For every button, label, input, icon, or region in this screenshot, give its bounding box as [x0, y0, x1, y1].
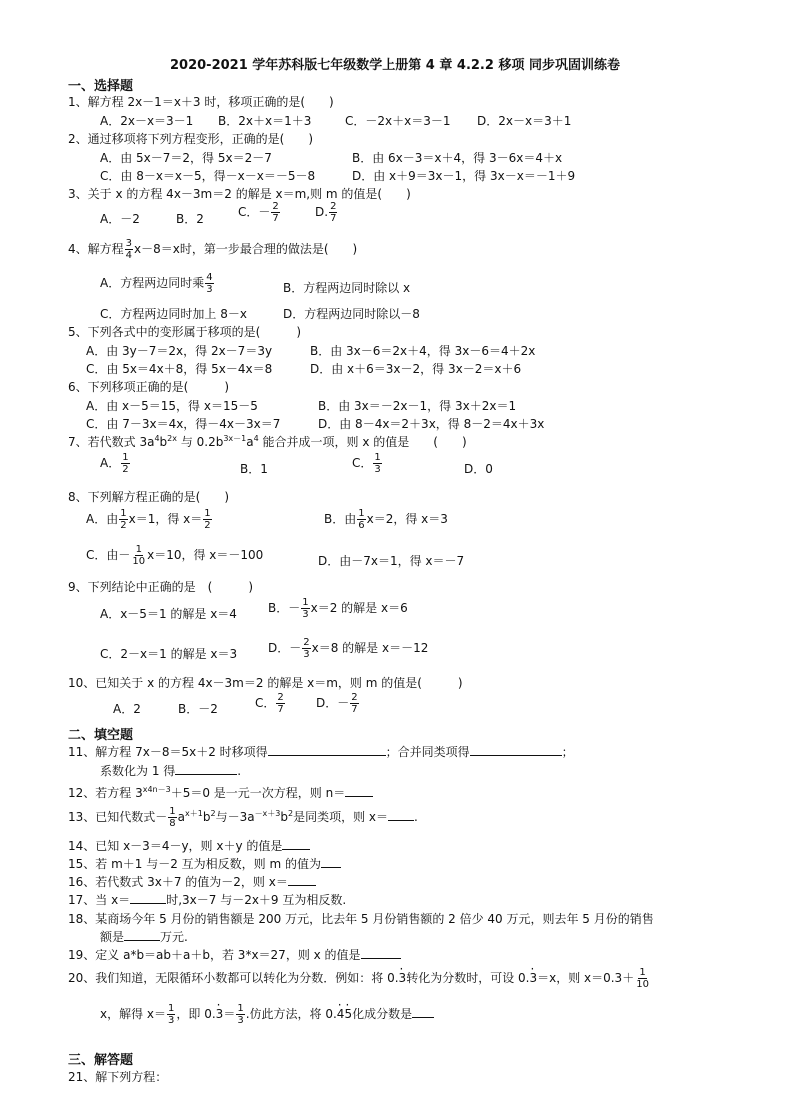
q9-option-d: D．－ $\frac{2}{3}$ x＝8 的解是 x＝－12	[268, 637, 429, 660]
question-14: 14、已知 x－3＝4－y，则 x＋y 的值是	[68, 837, 310, 854]
q5-option-a: A．由 3y－7＝2x，得 2x－7＝3y	[86, 344, 273, 358]
question-6: 6、下列移项正确的是( )	[68, 380, 229, 394]
question-21: 21、解下列方程：	[68, 1070, 168, 1084]
question-9: 9、下列结论中正确的是 ( )	[68, 580, 253, 594]
question-18-line2: 额是 万元.	[100, 930, 188, 944]
question-3: 3、关于 x 的方程 4x－3m＝2 的解是 x＝m,则 m 的值是( )	[68, 187, 411, 201]
q10-option-c: C． $\frac{2}{7}$	[255, 692, 284, 715]
q3-option-a: A．－2	[100, 212, 140, 226]
q5-option-c: C．由 5x＝4x＋8，得 5x－4x＝8	[86, 362, 273, 376]
question-2: 2、通过移项将下列方程变形，正确的是( )	[68, 132, 313, 146]
q8-option-d: D．由－7x＝1，得 x＝－7	[318, 554, 465, 568]
q4-option-b: B．方程两边同时除以 x	[283, 281, 411, 295]
q8-option-b: B．由 $\frac{1}{6}$ x＝2，得 x＝3	[324, 508, 448, 531]
q1-option-c: C．－2x＋x＝3－1	[345, 114, 451, 128]
question-16: 16、若代数式 3x＋7 的值为－2，则 x＝	[68, 873, 316, 890]
q4-option-c: C．方程两边同时加上 8－x	[100, 307, 247, 321]
question-13: 13、已知代数式－ $\frac{1}{8}$ $a^{x+1}b^2$与$-3a^{-x+3}b^2$是同类项，则 x＝ .	[68, 806, 418, 829]
q3-option-b: B．2	[176, 212, 204, 226]
question-17: 17、当 x＝ 时,3x－7 与－2x＋9 互为相反数.	[68, 893, 347, 907]
question-19: 19、定义 a*b＝ab＋a＋b，若 3*x＝27，则 x 的值是	[68, 946, 401, 963]
q1-option-a: A．2x－x＝3－1	[100, 114, 194, 128]
q6-option-b: B．由 3x＝－2x－1，得 3x＋2x＝1	[318, 399, 517, 413]
question-15: 15、若 m＋1 与－2 互为相反数，则 m 的值为	[68, 855, 341, 872]
q10-option-a: A．2	[113, 702, 141, 716]
q2-option-c: C．由 8－x＝x－5，得－x－x＝－5－8	[100, 169, 316, 183]
q2-option-b: B．由 6x－3＝x＋4，得 3－6x＝4＋x	[352, 151, 563, 165]
question-8: 8、下列解方程正确的是( )	[68, 490, 229, 504]
q10-option-b: B．－2	[178, 702, 218, 716]
q4-option-a: A．方程两边同时乘 $\frac{4}{3}$	[100, 272, 213, 295]
q7-option-a: A． $\frac{1}{2}$	[100, 452, 129, 475]
q10-option-d: D．－ $\frac{2}{7}$	[316, 692, 358, 715]
q2-option-d: D．由 x＋9＝3x－1，得 3x－x＝－1＋9	[352, 169, 576, 183]
q3-option-d: D. $\frac{2}{7}$	[315, 201, 337, 224]
q1-option-b: B．2x＋x＝1＋3	[218, 114, 312, 128]
q8-option-a: A．由 $\frac{1}{2}$ x＝1，得 x＝ $\frac{1}{2}$	[86, 508, 211, 531]
q7-option-c: C． $\frac{1}{3}$	[352, 452, 381, 475]
question-4: 4、解方程 $\frac{3}{4}$ x－8＝x时，第一步最合理的做法是( )	[68, 238, 358, 261]
q9-option-c: C．2－x＝1 的解是 x＝3	[100, 647, 238, 661]
q4-option-d: D．方程两边同时除以－8	[283, 307, 420, 321]
question-7: 7、若代数式 $3a^4b^{2x}$ 与 $0.2b^{3x-1}a^4$ 能合并成一项，则 x 的值是 ( )	[68, 434, 467, 449]
page-title: 2020-2021 学年苏科版七年级数学上册第 4 章 4.2.2 移项 同步巩固训练卷	[170, 58, 620, 73]
question-5: 5、下列各式中的变形属于移项的是( )	[68, 325, 301, 339]
q6-option-d: D．由 8－4x＝2＋3x，得 8－2＝4x＋3x	[318, 417, 545, 431]
q9-option-a: A．x－5＝1 的解是 x＝4	[100, 607, 237, 621]
section-solve: 三、解答题	[68, 1053, 134, 1068]
question-1: 1、解方程 2x－1＝x＋3 时，移项正确的是( )	[68, 95, 334, 109]
question-10: 10、已知关于 x 的方程 4x－3m＝2 的解是 x＝m，则 m 的值是( )	[68, 676, 463, 690]
q2-option-a: A．由 5x－7＝2，得 5x＝2－7	[100, 151, 272, 165]
q8-option-c: C．由－ $\frac{1}{10}$ x＝10，得 x＝－100	[86, 544, 264, 567]
question-12: 12、若方程 $3^{x4n-3}+5=0$ 是一元一次方程，则 n＝	[68, 784, 373, 801]
q9-option-b: B．－ $\frac{1}{3}$ x＝2 的解是 x＝6	[268, 597, 408, 620]
question-18: 18、某商场今年 5 月份的销售额是 200 万元，比去年 5 月份销售额的 2 倍少 40 万元，则去年 5 月份的销售	[68, 912, 654, 926]
q5-option-d: D．由 x＋6＝3x－2，得 3x－2＝x＋6	[310, 362, 522, 376]
q5-option-b: B．由 3x－6＝2x＋4，得 3x－6＝4＋2x	[310, 344, 536, 358]
question-11-line2: 系数化为 1 得 .	[100, 764, 242, 778]
q7-option-d: D．0	[464, 462, 493, 476]
section-choice: 一、选择题	[68, 79, 134, 94]
q6-option-a: A．由 x－5＝15，得 x＝15－5	[86, 399, 258, 413]
question-20: 20、我们知道，无限循环小数都可以转化为分数．例如：将 0.· 3转化为分数时，可设 0.· 3＝x，则 x＝0.3＋ $\frac{1}{10}$	[68, 967, 651, 990]
q1-option-d: D．2x－x＝3＋1	[477, 114, 572, 128]
section-fill: 二、填空题	[68, 728, 134, 743]
question-11: 11、解方程 7x－8＝5x＋2 时移项得 ；合并同类项得 ；	[68, 745, 574, 759]
q3-option-c: C．－ $\frac{2}{7}$	[238, 201, 279, 224]
question-20-line2: x，解得 x＝ $\frac{1}{3}$ ，即 0.· 3＝ $\frac{1}{3}$ .仿此方法，将 0.· 4· 5化成分数是	[100, 1003, 434, 1026]
q7-option-b: B．1	[240, 462, 268, 476]
q6-option-c: C．由 7－3x＝4x，得－4x－3x＝7	[86, 417, 281, 431]
